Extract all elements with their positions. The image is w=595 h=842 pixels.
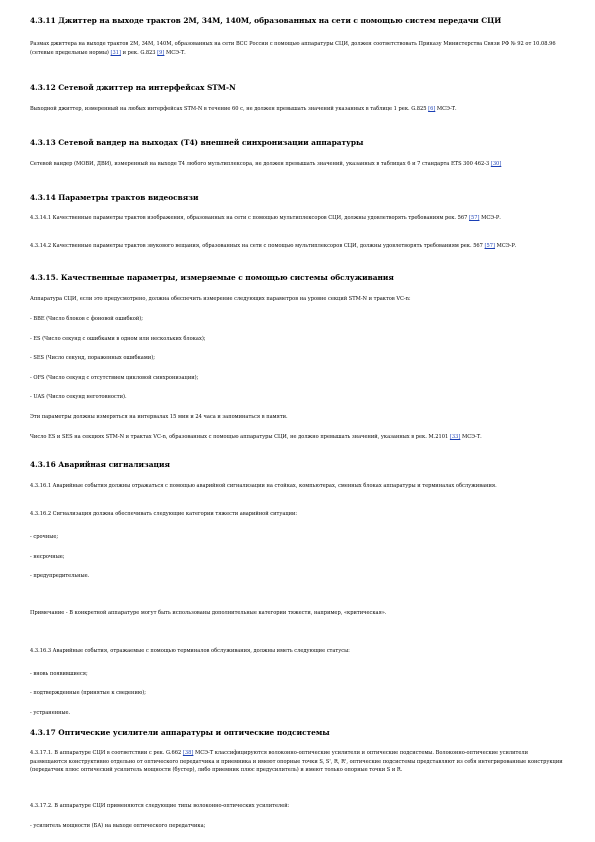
paragraph-block (30, 689, 565, 698)
paragraph (30, 533, 565, 542)
text-run: Размах джиттера на выходе трактов 2М, 34М, 140М, образованных на сети ВСС России с помощью аппаратуры СЦИ, должен соответствовать Приказу Министерства Связи РФ № 92 от 10.08.96 (сетевые предельные нормы) (30, 41, 556, 56)
paragraph-block (30, 802, 565, 811)
paragraph (30, 709, 565, 718)
paragraph (30, 374, 565, 383)
paragraph-block (30, 647, 565, 656)
text-run: - вновь появившиеся; (30, 671, 88, 677)
paragraph-block (30, 749, 565, 775)
text-run: 4.3.16.3 Аварийные события, отражаемые с помощью терминалов обслуживания, должны иметь следующие статусы: (30, 648, 350, 654)
paragraph (30, 295, 565, 304)
paragraph-block (30, 553, 565, 562)
text-run: - OFS (Число секунд с отсутствием цикловой синхронизации); (30, 375, 199, 381)
paragraph-block (30, 354, 565, 363)
text-run: - устраненные. (30, 710, 71, 716)
paragraph-block (30, 40, 565, 57)
text-run: Число ES и SES на секциях STM-N и трактах VC-n, образованных с помощью аппаратуры СЦИ, не должно превышать значений, указанных в рек. M.2101 (30, 434, 450, 440)
text-run: МСЭ-Р. (479, 215, 501, 221)
text-run: - ES (Число секунд с ошибками в одном или нескольких блоках); (30, 336, 206, 342)
text-run: 4.3.17.2. В аппаратуре СЦИ применяются следующие типы волоконно-оптических усилителей: (30, 803, 290, 809)
heading-block (30, 460, 565, 469)
text-run: МСЭ-Р. (495, 243, 517, 249)
paragraph (30, 647, 565, 656)
paragraph-block (30, 822, 565, 831)
paragraph-block (30, 572, 565, 581)
paragraph (30, 572, 565, 581)
paragraph (30, 354, 565, 363)
text-run: - ВВЕ (Число блоков с фоновой ошибкой); (30, 316, 143, 322)
heading-block (30, 16, 565, 25)
text-run: Аппаратура СЦИ, если это предусмотрено, должна обеспечить измерение следующих параметров на уровне секций STM-N и трактов VC-n: (30, 296, 411, 302)
paragraph (30, 553, 565, 562)
section-heading: 4.3.14 Параметры трактов видеосвязи (30, 193, 199, 202)
reference-link[interactable]: [33] (449, 434, 461, 440)
paragraph (30, 609, 565, 618)
reference-link[interactable]: [57] (469, 215, 480, 221)
paragraph (30, 160, 565, 169)
text-run: МСЭ-Т. (460, 434, 482, 440)
text-run: 4.3.14.2 Качественные параметры трактов звукового вещания, образованных на сети с помощью мультиплексоров СЦИ, должны удовлетворять требованиям рек. 567 (30, 243, 485, 249)
paragraph (30, 393, 565, 402)
text-run: МСЭ-Т. (435, 106, 457, 112)
text-run: - SES (Число секунд, пораженных ошибками); (30, 355, 155, 361)
paragraph-block (30, 670, 565, 679)
paragraph (30, 802, 565, 811)
paragraph (30, 510, 565, 519)
paragraph (30, 689, 565, 698)
paragraph-block (30, 242, 565, 251)
paragraph-block (30, 433, 565, 442)
paragraph (30, 433, 565, 442)
heading-block (30, 273, 565, 282)
reference-link[interactable]: [57] (484, 243, 496, 249)
text-run: Сетевой вандер (МОВИ, ДВИ), измеренный на выходе Т4 любого мультиплексора, не должен превышать значений, указанных в таблицах 6 и 7 стандарта ETS 300 462-3 (30, 161, 491, 167)
paragraph (30, 482, 565, 491)
paragraph-block (30, 413, 565, 422)
reference-link[interactable]: [38] (182, 750, 194, 756)
reference-link[interactable]: [31] (110, 49, 121, 56)
text-run: Примечание - В конкретной аппаратуре могут быть использованы дополнительные категории тяжести, например, «критическая». (30, 610, 387, 616)
text-run: МСЭ-Т. (164, 49, 186, 56)
paragraph-block (30, 335, 565, 344)
paragraph-block (30, 609, 565, 618)
paragraph (30, 242, 565, 251)
paragraph (30, 214, 565, 223)
text-run: 4.3.14.1 Качественные параметры трактов изображения, образованных на сети с помощью мультиплексоров СЦИ, должны удовлетворять требованиям рек. 567 (30, 215, 470, 221)
text-run: - предупредительные. (30, 573, 90, 579)
text-run: - усилитель мощности (БА) на выходе оптического передатчика; (30, 823, 206, 829)
heading-block (30, 728, 565, 737)
text-run: - подтвержденные (принятые к сведению); (30, 690, 146, 696)
reference-link[interactable]: [9] (157, 49, 165, 56)
paragraph (30, 670, 565, 679)
paragraph (30, 105, 565, 114)
text-run: Эти параметры должны измеряться на интервалах 15 мин и 24 часа и запоминаться в памяти. (30, 414, 288, 420)
paragraph (30, 315, 565, 324)
text-run: 4.3.17.1. В аппаратуре СЦИ в соответствии с рек. G.662 (30, 750, 183, 756)
paragraph (30, 749, 565, 775)
heading-block (30, 138, 565, 147)
reference-link[interactable]: [6] (428, 106, 436, 112)
paragraph-block (30, 533, 565, 542)
paragraph-block (30, 510, 565, 519)
section-heading: 4.3.11 Джиттер на выходе трактов 2М, 34М, 140М, образованных на сети с помощью систем передачи СЦИ (30, 16, 502, 25)
paragraph-block (30, 315, 565, 324)
section-heading: 4.3.13 Сетевой вандер на выходах (Т4) внешней синхронизации аппаратуры (30, 138, 364, 147)
text-run: - несрочные; (30, 554, 65, 560)
heading-block (30, 193, 565, 202)
text-run: Выходной джиттер, измеренный на любых интерфейсах STM-N в течение 60 с, не должен превышать значений указанных в таблице 1 рек. G.825 (30, 106, 429, 112)
text-run: и рек. G.823 (120, 49, 158, 56)
paragraph-block (30, 709, 565, 718)
paragraph-block (30, 393, 565, 402)
heading-block (30, 83, 565, 92)
text-run: - UAS (Число секунд неготовности). (30, 394, 127, 400)
paragraph-block (30, 214, 565, 223)
text-run: 4.3.16.2 Сигнализация должна обеспечивать следующие категории тяжести аварийной ситуации: (30, 511, 298, 517)
text-run: - срочные; (30, 534, 59, 540)
paragraph-block (30, 295, 565, 304)
section-heading: 4.3.15. Качественные параметры, измеряемые с помощью системы обслуживания (30, 273, 394, 282)
paragraph-block (30, 374, 565, 383)
paragraph (30, 413, 565, 422)
paragraph (30, 335, 565, 344)
text-run: 4.3.16.1 Аварийные события должны отражаться с помощью аварийной сигнализации на стойках, компьютерах, сменных блоках аппаратуры и терминалах обслуживания. (30, 483, 497, 489)
paragraph-block (30, 160, 565, 169)
reference-link[interactable]: [30] (490, 161, 502, 167)
paragraph (30, 40, 565, 57)
section-heading: 4.3.12 Сетевой джиттер на интерфейсах STM-N (30, 83, 236, 92)
text-run: МСЭ-Т классифицируются волоконно-оптические усилители и оптические подсистемы. Волоконно-оптические усилители размещаются конструктивно отдельно от оптического передатчика и приемника и имеют опорные точки S, S', R, R', оптические подсистемы представляют из себя интегрированные конструкции (передатчик плюс оптический усилитель мощности (бустер), либо приемник плюс предусилитель) и имеют только опорные точки S и R. (30, 750, 563, 774)
paragraph (30, 822, 565, 831)
section-heading: 4.3.16 Аварийная сигнализация (30, 460, 170, 469)
paragraph-block (30, 482, 565, 491)
paragraph-block (30, 105, 565, 114)
section-heading: 4.3.17 Оптические усилители аппаратуры и оптические подсистемы (30, 728, 330, 737)
